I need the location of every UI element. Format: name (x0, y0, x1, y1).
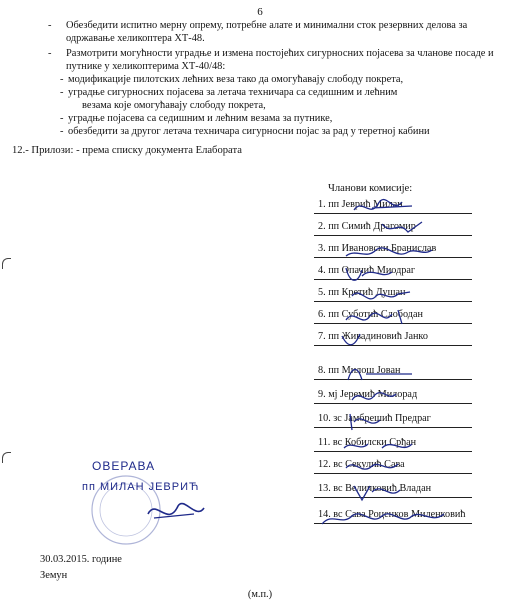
signature-icon (332, 480, 442, 502)
sub-list-item: - уградње појасева са седишним и лећним везама за путнике, (60, 112, 498, 125)
attachments-line: 12.- Прилози: - према списку документа Елабората (12, 145, 242, 156)
member-name: 8. пп Милош Јован (318, 365, 401, 377)
member-name: 11. вс Кобилски Срђан (318, 437, 417, 449)
member-name: 14. вс Сава Роценков Миленковић (318, 509, 466, 521)
place-date-block (40, 552, 122, 584)
member-row (314, 406, 472, 430)
signature-icon (332, 456, 442, 478)
member-row (314, 324, 472, 348)
signature-icon (332, 386, 442, 408)
member-row (314, 214, 472, 238)
sub-list-item: - модификације пилотских лећних веза тако да омогућавају слободу покрета, (60, 73, 498, 86)
member-name: 12. вс Секулић Сава (318, 459, 405, 471)
seal-mark: (м.п.) (247, 589, 273, 600)
member-row (314, 258, 472, 282)
member-name: 5. пп Кретић Душан (318, 287, 406, 299)
signature-icon (332, 506, 442, 528)
member-name: 7. пп Живадиновић Јанко (318, 331, 428, 343)
sub-list-item: - обезбедити за другог летача техничара сигурносни појас за рад у теретној кабини (60, 125, 498, 138)
member-row (314, 302, 472, 326)
member-name: 3. пп Ивановски Бранислав (318, 243, 437, 255)
member-name: 2. пп Симић Драгомир (318, 221, 416, 233)
list-item: - Размотрити могућности уградње и измена постојећих сигурносних појасева за чланове посаде и путнике у хеликоптерима ХТ-40/48: - модификације пилотских лећних веза тако да омогућавају слободу покрета, - уградње сигурносних појасева за летача техничара са седишним и лећним везама које омогућавају слободу покрета, - уградње појасева са седишним и лећним везама за путнике, - обезбедити за другог летача техничара сигурносни појас за рад у теретној кабини (48, 47, 498, 138)
document-date: 30.03.2015. године (40, 554, 122, 565)
member-name: 9. мј Јеремић Милорад (318, 389, 418, 401)
member-row (314, 476, 472, 500)
member-name: 4. пп Опачић Миодраг (318, 265, 416, 277)
document-place: Земун (40, 570, 68, 582)
sub-list-item: - уградње сигурносних појасева за летача техничара са седишним и лећним везама које омогућавају слободу покрета, (60, 86, 498, 112)
stamp-icon (78, 448, 218, 558)
margin-mark (2, 258, 11, 269)
stamp-line-1: ОВЕРАВА (92, 459, 156, 473)
page-number: 6 (257, 6, 263, 18)
official-stamp (78, 448, 218, 558)
member-row (314, 382, 472, 406)
member-row (314, 452, 472, 476)
member-row (314, 358, 472, 382)
sub-list (66, 73, 498, 138)
member-name: 10. зс Јамбрешић Предраг (318, 413, 431, 425)
signature-icon (332, 328, 442, 350)
signature-icon (332, 410, 442, 432)
stamp-line-2: пп МИЛАН ЈЕВРИЋ (82, 481, 200, 493)
member-row (314, 192, 472, 216)
list-item: - Обезбедити испитно мерну опрему, потребне алате и минимални сток резервних делова за одржавање хеликоптера ХТ-48. (48, 19, 498, 45)
member-name: 6. пп Суботић Слободан (318, 309, 423, 321)
requirements-list (48, 19, 498, 140)
commission-heading: Чланови комисије: (328, 183, 413, 194)
member-row (314, 502, 472, 526)
member-row (314, 236, 472, 260)
margin-mark (2, 452, 11, 463)
member-name: 13. вс Величковић Владан (318, 483, 432, 495)
member-name: 1. пп Јеврић Милан (318, 199, 403, 211)
member-row (314, 280, 472, 304)
member-row (314, 430, 472, 454)
signature-icon (332, 362, 442, 384)
